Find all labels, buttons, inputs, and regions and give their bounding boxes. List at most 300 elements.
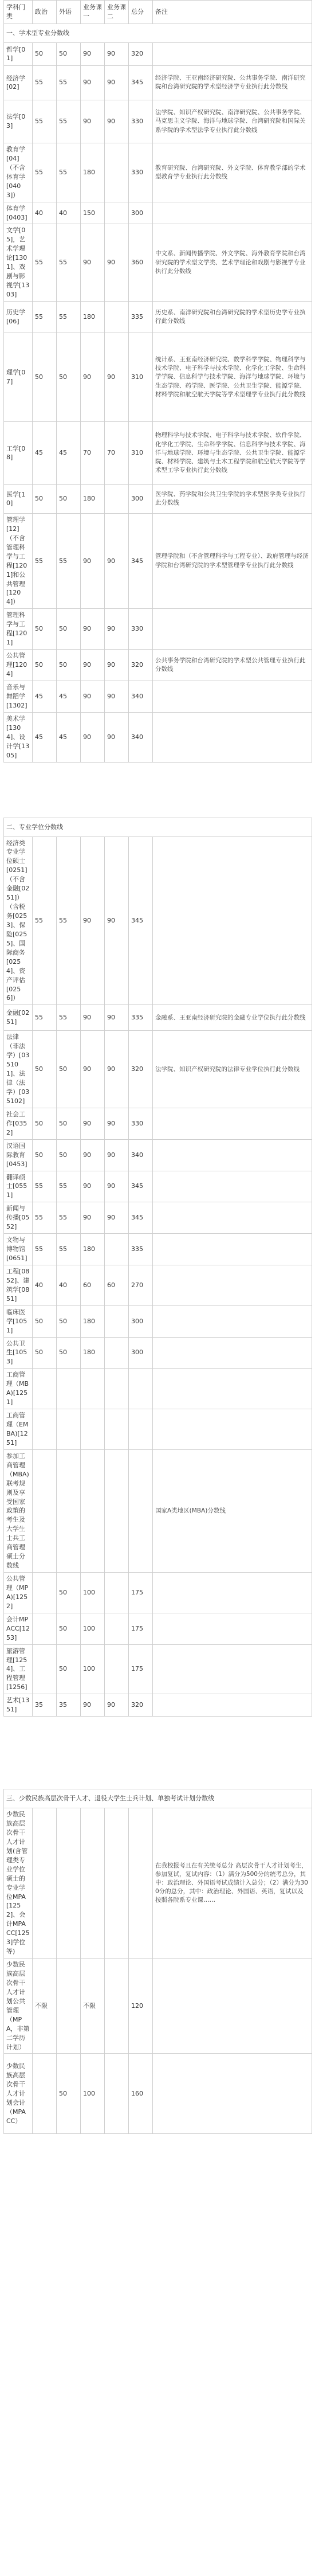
note-cell: 公共事务学院和台湾研究院的学术型公共管理专业执行此分数线 xyxy=(153,650,312,681)
score-cell: 55 xyxy=(33,1171,57,1202)
section-title: 二、专业学位分数线 xyxy=(4,818,312,836)
score-cell: 90 xyxy=(105,65,129,100)
table-row xyxy=(4,42,312,65)
header-cell: 业务课二 xyxy=(105,1,129,24)
score-cell: 90 xyxy=(81,1005,105,1031)
score-cell: 55 xyxy=(57,836,81,1005)
header-cell: 总分 xyxy=(129,1,153,24)
score-cell: 320 xyxy=(129,650,153,681)
score-cell xyxy=(81,1808,105,1959)
note-cell xyxy=(153,1369,312,1409)
header-cell: 学科门类 xyxy=(4,1,33,24)
score-cell: 90 xyxy=(81,1202,105,1234)
table-row xyxy=(4,202,312,224)
score-cell: 45 xyxy=(57,421,81,484)
score-cell xyxy=(33,1369,57,1409)
table-row xyxy=(4,681,312,713)
score-cell xyxy=(33,1409,57,1450)
score-cell: 55 xyxy=(33,65,57,100)
score-cell: 50 xyxy=(57,1613,81,1644)
discipline-cell: 公共管理[1204] xyxy=(4,650,33,681)
score-cell: 50 xyxy=(57,42,81,65)
score-cell xyxy=(33,1573,57,1613)
score-cell: 90 xyxy=(105,1139,129,1171)
note-cell xyxy=(153,1265,312,1305)
discipline-cell: 音乐与舞蹈学[1302] xyxy=(4,681,33,713)
score-cell xyxy=(105,1644,129,1694)
discipline-cell: 经济学[02] xyxy=(4,65,33,100)
table-row xyxy=(4,1005,312,1031)
score-cell: 335 xyxy=(129,1234,153,1265)
score-cell xyxy=(105,1573,129,1613)
table-row xyxy=(4,1171,312,1202)
table-row xyxy=(4,1202,312,1234)
discipline-cell: 参加工商管理（MBA)联考规则及享受国家政策的考生及大学生士兵工商管理硕士分数线 xyxy=(4,1449,33,1572)
score-cell: 90 xyxy=(105,42,129,65)
discipline-cell: 公共管理（MPA)[1252] xyxy=(4,1573,33,1613)
table-row xyxy=(4,1694,312,1717)
discipline-cell: 管理学[12]（不含管理科学与工程[1201]和公共管理[1204]） xyxy=(4,513,33,608)
discipline-cell: 文物与博物馆[0651] xyxy=(4,1234,33,1265)
table-row xyxy=(4,1305,312,1337)
note-cell: 经济学院、王亚南经济研究院、公共事务学院、南洋研究院和台湾研究院的学术型经济学专业执行此分数线 xyxy=(153,65,312,100)
score-cell xyxy=(129,1808,153,1959)
discipline-cell: 历史学[06] xyxy=(4,301,33,333)
score-cell xyxy=(105,1808,129,1959)
table-row xyxy=(4,224,312,302)
note-cell xyxy=(153,202,312,224)
note-cell: 中文系、新闻传播学院、外文学院、海外教育学院和台湾研究院的学术型文学类、艺术学理论和戏剧与影视学专业执行此分数线 xyxy=(153,224,312,302)
score-cell: 50 xyxy=(57,2054,81,2134)
score-cell: 150 xyxy=(81,202,105,224)
score-cell xyxy=(105,143,129,202)
score-cell xyxy=(57,1369,81,1409)
score-cell: 35 xyxy=(57,1694,81,1717)
score-cell: 55 xyxy=(57,1202,81,1234)
note-cell xyxy=(153,1694,312,1717)
discipline-cell: 美术学[1304]、设计学[1305] xyxy=(4,712,33,762)
score-cell: 330 xyxy=(129,609,153,650)
score-cell: 330 xyxy=(129,100,153,143)
table-row xyxy=(4,1449,312,1572)
score-cell: 90 xyxy=(81,712,105,762)
score-cell: 345 xyxy=(129,65,153,100)
score-cell: 40 xyxy=(57,202,81,224)
score-cell: 90 xyxy=(105,609,129,650)
note-cell xyxy=(153,1613,312,1644)
score-cell: 90 xyxy=(105,712,129,762)
score-cell: 50 xyxy=(33,42,57,65)
score-cell: 90 xyxy=(81,1694,105,1717)
table-row xyxy=(4,609,312,650)
note-cell xyxy=(153,1171,312,1202)
score-cell: 55 xyxy=(33,513,57,608)
table-row xyxy=(4,1644,312,1694)
score-cell: 70 xyxy=(81,421,105,484)
score-cell xyxy=(57,1409,81,1450)
score-cell: 不限 xyxy=(81,1959,105,2054)
score-cell: 100 xyxy=(81,1573,105,1613)
score-cell: 300 xyxy=(129,484,153,513)
score-cell: 90 xyxy=(105,1171,129,1202)
note-cell xyxy=(153,1202,312,1234)
score-cell: 345 xyxy=(129,836,153,1005)
note-cell: 法学院、知识产权研究院、南洋研究院、公共事务学院、马克思主义学院、海洋与地球学院、台湾研究院和国际关系学院的学术型法学专业执行此分数线 xyxy=(153,100,312,143)
discipline-cell: 临床医学[1051] xyxy=(4,1305,33,1337)
score-cell: 60 xyxy=(105,1265,129,1305)
note-cell: 法学院、知识产权研究院的法律专业学位执行此分数线 xyxy=(153,1031,312,1108)
discipline-cell: 旅游管理[1254]、工程管理[1256] xyxy=(4,1644,33,1694)
section-title-row xyxy=(4,818,312,836)
score-cell: 55 xyxy=(57,143,81,202)
score-cell: 320 xyxy=(129,1031,153,1108)
score-cell xyxy=(33,1449,57,1572)
score-cell xyxy=(105,1449,129,1572)
score-cell: 40 xyxy=(57,1265,81,1305)
score-cell: 90 xyxy=(81,836,105,1005)
score-cell: 300 xyxy=(129,1337,153,1369)
score-cell xyxy=(57,1808,81,1959)
discipline-cell: 经济类专业学位硕士[0251]（不含金融[0251]）（含税务[0253]、保险[0255]、国际商务[0254]、资产评估[0256]） xyxy=(4,836,33,1005)
score-cell: 55 xyxy=(57,1234,81,1265)
table-row xyxy=(4,1337,312,1369)
score-cell xyxy=(105,484,129,513)
table-row xyxy=(4,421,312,484)
discipline-cell: 新闻与传播[0552] xyxy=(4,1202,33,1234)
note-cell xyxy=(153,2054,312,2134)
table-row xyxy=(4,836,312,1005)
score-cell: 50 xyxy=(57,1337,81,1369)
section-title: 三、少数民族高层次骨干人才、退役大学生士兵计划、单独考试计划分数线 xyxy=(4,1789,312,1808)
score-cell: 55 xyxy=(33,143,57,202)
score-cell xyxy=(105,301,129,333)
score-cell: 40 xyxy=(33,1265,57,1305)
table-row xyxy=(4,513,312,608)
note-cell: 历史系、南洋研究院和台湾研究院的学术型历史学专业执行此分数线 xyxy=(153,301,312,333)
score-cell: 180 xyxy=(81,484,105,513)
score-cell: 90 xyxy=(81,100,105,143)
note-cell xyxy=(153,681,312,713)
score-cell: 90 xyxy=(105,1108,129,1139)
score-cell xyxy=(33,1644,57,1694)
note-cell: 统计系、王亚南经济研究院、数学科学学院、物理科学与技术学院、电子科学与技术学院、化学化工学院、生命科学学院、信息科学与技术学院、海洋与地球学院、环境与生态学院、药学院、医学院、公共卫生学院、能源学院、材料学院和航空航天学院等学术型理学专业执行此分数线 xyxy=(153,333,312,421)
table-row xyxy=(4,333,312,421)
note-cell xyxy=(153,1305,312,1337)
table-row xyxy=(4,1265,312,1305)
score-cell: 90 xyxy=(105,1694,129,1717)
score-cell: 90 xyxy=(81,513,105,608)
table-row xyxy=(4,301,312,333)
discipline-cell: 公共卫生[1053] xyxy=(4,1337,33,1369)
header-row xyxy=(4,1,312,24)
score-cell: 50 xyxy=(57,1305,81,1337)
note-cell xyxy=(153,712,312,762)
score-cell: 330 xyxy=(129,143,153,202)
note-cell: 在我校报考且在有关统考总分 高层次骨干人才计划考生，参加复试，复试内容：（1）满分为500分的统考总分，其中：政治理论、外国语考试成绩计入总分；（2）满分为300分的总分，其中：政治理论、外国语、英语，复试以及按照各院系专业课…… xyxy=(153,1808,312,1959)
note-cell xyxy=(153,1108,312,1139)
score-cell: 55 xyxy=(57,513,81,608)
spacer-cell xyxy=(4,1717,312,1789)
score-cell: 90 xyxy=(105,333,129,421)
score-cell: 90 xyxy=(105,1031,129,1108)
section-spacer xyxy=(4,1717,312,1789)
discipline-cell: 少数民族高层次骨干人才计划公共管理（MPA，非第二学历计划） xyxy=(4,1959,33,2054)
score-cell: 55 xyxy=(57,1005,81,1031)
score-cell: 55 xyxy=(57,224,81,302)
table-row xyxy=(4,1959,312,2054)
score-cell: 70 xyxy=(105,421,129,484)
score-cell: 100 xyxy=(81,1613,105,1644)
score-cell: 90 xyxy=(81,1108,105,1139)
table-row xyxy=(4,65,312,100)
discipline-cell: 少数民族高层次骨干人才计划(含管理类专业学位硕士的专业学位MPA[1252]、会计MPACC[1253]学位等) xyxy=(4,1808,33,1959)
score-cell: 310 xyxy=(129,333,153,421)
score-cell xyxy=(129,1449,153,1572)
discipline-cell: 社会工作[0352] xyxy=(4,1108,33,1139)
table-row xyxy=(4,2054,312,2134)
discipline-cell: 法学[03] xyxy=(4,100,33,143)
score-cell xyxy=(105,1613,129,1644)
score-cell: 90 xyxy=(105,224,129,302)
note-cell xyxy=(153,1573,312,1613)
score-cell: 90 xyxy=(81,65,105,100)
score-cell: 50 xyxy=(57,1573,81,1613)
score-cell: 90 xyxy=(81,1171,105,1202)
score-cell: 90 xyxy=(105,1005,129,1031)
note-cell xyxy=(153,836,312,1005)
score-cell: 50 xyxy=(57,1108,81,1139)
table-row xyxy=(4,100,312,143)
score-cell: 320 xyxy=(129,42,153,65)
score-cell: 180 xyxy=(81,1337,105,1369)
score-cell xyxy=(33,1613,57,1644)
section-title-row xyxy=(4,24,312,43)
score-cell xyxy=(105,1305,129,1337)
discipline-cell: 少数民族高层次骨干人才计划会计（MPACC） xyxy=(4,2054,33,2134)
score-cell: 175 xyxy=(129,1613,153,1644)
discipline-cell: 翻译硕士[0551] xyxy=(4,1171,33,1202)
discipline-cell: 会计MPACC[1253] xyxy=(4,1613,33,1644)
discipline-cell: 工学[08] xyxy=(4,421,33,484)
note-cell: 医学院、药学院和公共卫生学院的学术型医学类专业执行此分数线 xyxy=(153,484,312,513)
section-spacer xyxy=(4,762,312,818)
score-cell: 90 xyxy=(81,42,105,65)
score-cell: 50 xyxy=(33,1108,57,1139)
score-cell: 55 xyxy=(33,1234,57,1265)
header-cell: 外语 xyxy=(57,1,81,24)
score-cell: 360 xyxy=(129,224,153,302)
note-cell: 物理科学与技术学院、电子科学与技术学院、软件学院、化学化工学院、生命科学学院、信息科学与技术学院、海洋与地球学院、环境与生态学院、公共卫生学院、能源学院、材料学院、建筑与土木工程学院和航空航天学院等学术型工学专业执行此分数线 xyxy=(153,421,312,484)
score-cell: 340 xyxy=(129,681,153,713)
score-cell: 60 xyxy=(81,1265,105,1305)
score-cell: 345 xyxy=(129,513,153,608)
section-title: 一、学术型专业分数线 xyxy=(4,24,312,43)
score-cell: 50 xyxy=(33,609,57,650)
discipline-cell: 工商管理（MBA)[1251] xyxy=(4,1369,33,1409)
score-cell xyxy=(81,1409,105,1450)
discipline-cell: 汉语国际教育[0453] xyxy=(4,1139,33,1171)
score-cell: 45 xyxy=(33,681,57,713)
note-cell xyxy=(153,609,312,650)
table-row xyxy=(4,143,312,202)
discipline-cell: 医学[10] xyxy=(4,484,33,513)
score-cell: 35 xyxy=(33,1694,57,1717)
score-cell: 160 xyxy=(129,2054,153,2134)
table-row xyxy=(4,1613,312,1644)
score-cell: 50 xyxy=(57,1644,81,1694)
note-cell: 金融系、王亚南经济研究院的金融专业学位执行此分数线 xyxy=(153,1005,312,1031)
score-cell: 40 xyxy=(33,202,57,224)
score-cell: 55 xyxy=(33,1202,57,1234)
score-cell: 50 xyxy=(57,484,81,513)
score-cell: 50 xyxy=(33,1139,57,1171)
table-row xyxy=(4,1573,312,1613)
score-cell: 180 xyxy=(81,301,105,333)
score-cell: 50 xyxy=(33,333,57,421)
score-cell: 320 xyxy=(129,1694,153,1717)
score-cell: 50 xyxy=(57,650,81,681)
score-cell: 180 xyxy=(81,1234,105,1265)
score-cell: 50 xyxy=(33,1305,57,1337)
score-cell: 55 xyxy=(57,100,81,143)
discipline-cell: 哲学[01] xyxy=(4,42,33,65)
discipline-cell: 体育学[0403] xyxy=(4,202,33,224)
discipline-cell: 文学[05]，艺术学理论[1301]、戏剧与影视学[1303] xyxy=(4,224,33,302)
header-cell: 备注 xyxy=(153,1,312,24)
score-cell: 330 xyxy=(129,1108,153,1139)
score-cell xyxy=(81,1369,105,1409)
note-cell xyxy=(153,1234,312,1265)
note-cell xyxy=(153,42,312,65)
discipline-cell: 理学[07] xyxy=(4,333,33,421)
score-cell: 100 xyxy=(81,2054,105,2134)
header-cell: 政治 xyxy=(33,1,57,24)
score-cell: 55 xyxy=(57,301,81,333)
score-cell xyxy=(33,2054,57,2134)
table-row xyxy=(4,1234,312,1265)
score-cell xyxy=(105,1337,129,1369)
score-cell: 90 xyxy=(105,650,129,681)
score-cell xyxy=(81,1449,105,1572)
score-cell: 175 xyxy=(129,1573,153,1613)
score-cell xyxy=(105,202,129,224)
note-cell xyxy=(153,1139,312,1171)
score-cell: 100 xyxy=(81,1644,105,1694)
table-row xyxy=(4,1808,312,1959)
score-cell: 90 xyxy=(81,333,105,421)
discipline-cell: 工程[0852]、建筑学[0851] xyxy=(4,1265,33,1305)
score-cell: 345 xyxy=(129,1171,153,1202)
note-cell xyxy=(153,1409,312,1450)
score-table xyxy=(3,0,312,2134)
score-cell: 50 xyxy=(33,1337,57,1369)
score-cell: 45 xyxy=(33,421,57,484)
score-cell: 335 xyxy=(129,301,153,333)
score-cell: 55 xyxy=(33,301,57,333)
table-row xyxy=(4,1108,312,1139)
score-cell xyxy=(105,1234,129,1265)
score-cell xyxy=(105,2054,129,2134)
score-cell: 50 xyxy=(33,1031,57,1108)
score-cell: 180 xyxy=(81,1305,105,1337)
score-cell: 50 xyxy=(33,484,57,513)
discipline-cell: 工商管理（EMBA)[1251] xyxy=(4,1409,33,1450)
discipline-cell: 金融[0251] xyxy=(4,1005,33,1031)
score-cell: 90 xyxy=(105,513,129,608)
score-cell: 50 xyxy=(57,1031,81,1108)
note-cell xyxy=(153,1337,312,1369)
score-cell: 175 xyxy=(129,1644,153,1694)
header-cell: 业务课一 xyxy=(81,1,105,24)
score-cell: 50 xyxy=(57,1139,81,1171)
table-row xyxy=(4,650,312,681)
score-cell xyxy=(105,1409,129,1450)
score-cell: 90 xyxy=(105,1202,129,1234)
score-cell: 310 xyxy=(129,421,153,484)
score-cell: 120 xyxy=(129,1959,153,2054)
discipline-cell: 管理科学与工程[1201] xyxy=(4,609,33,650)
score-cell: 180 xyxy=(81,143,105,202)
score-cell: 345 xyxy=(129,1202,153,1234)
table-row xyxy=(4,1409,312,1450)
score-cell: 45 xyxy=(57,712,81,762)
score-cell: 90 xyxy=(105,836,129,1005)
score-cell: 340 xyxy=(129,1139,153,1171)
score-cell: 90 xyxy=(81,609,105,650)
score-cell xyxy=(105,1959,129,2054)
table-row xyxy=(4,484,312,513)
discipline-cell: 法律（非法学）[035101]、法律（法学）[035102] xyxy=(4,1031,33,1108)
table-row xyxy=(4,712,312,762)
score-cell: 45 xyxy=(57,681,81,713)
score-cell: 50 xyxy=(57,609,81,650)
table-row xyxy=(4,1031,312,1108)
score-cell xyxy=(33,1808,57,1959)
score-cell: 335 xyxy=(129,1005,153,1031)
score-cell: 55 xyxy=(33,1005,57,1031)
score-cell: 90 xyxy=(81,650,105,681)
table-row xyxy=(4,1139,312,1171)
discipline-cell: 艺术[1351] xyxy=(4,1694,33,1717)
score-cell: 270 xyxy=(129,1265,153,1305)
note-cell xyxy=(153,1644,312,1694)
score-cell xyxy=(57,1449,81,1572)
score-cell: 90 xyxy=(81,1139,105,1171)
table-row xyxy=(4,1369,312,1409)
score-cell: 50 xyxy=(57,333,81,421)
score-cell: 50 xyxy=(33,650,57,681)
spacer-cell xyxy=(4,762,312,818)
score-cell: 55 xyxy=(33,836,57,1005)
score-cell: 45 xyxy=(33,712,57,762)
section-title-row xyxy=(4,1789,312,1808)
score-cell: 340 xyxy=(129,712,153,762)
note-cell: 教育研究院、台湾研究院、外文学院、体育教学部的学术型教育学专业执行此分数线 xyxy=(153,143,312,202)
discipline-cell: 教育学[04]（不含体育学[0403]） xyxy=(4,143,33,202)
score-cell: 55 xyxy=(57,65,81,100)
score-cell xyxy=(57,1959,81,2054)
score-cell: 90 xyxy=(105,100,129,143)
score-cell: 90 xyxy=(81,1031,105,1108)
score-cell: 55 xyxy=(33,100,57,143)
score-cell: 55 xyxy=(57,1171,81,1202)
note-cell: 国家A类地区(MBA)分数线 xyxy=(153,1449,312,1572)
score-cell: 55 xyxy=(33,224,57,302)
score-cell: 90 xyxy=(81,224,105,302)
score-cell: 不限 xyxy=(33,1959,57,2054)
score-cell xyxy=(129,1409,153,1450)
score-cell: 90 xyxy=(105,681,129,713)
